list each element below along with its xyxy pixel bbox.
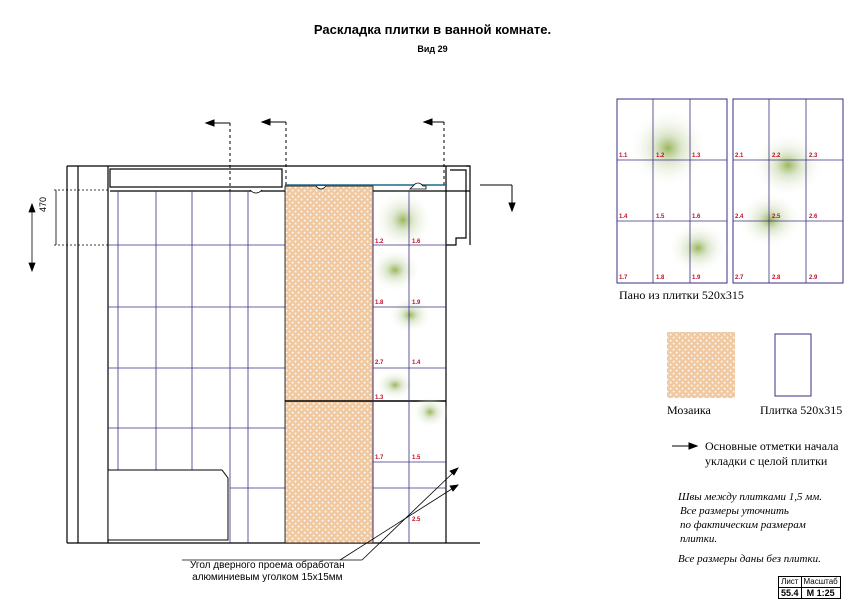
panel-right-label: 2.2 <box>772 153 781 159</box>
panel-left-label: 1.5 <box>656 214 665 220</box>
panel-right-label: 2.9 <box>809 275 818 281</box>
note-no-tile: Все размеры даны без плитки. <box>678 553 821 565</box>
note-seams: Швы между плитками 1,5 мм. <box>678 491 823 503</box>
door-note <box>190 560 345 584</box>
panel-left-label: 1.1 <box>619 153 628 159</box>
door-note-line2: алюминиевым уголком 15х15мм <box>192 572 343 583</box>
panel-left-label: 1.4 <box>619 214 628 220</box>
panel-right-label: 2.7 <box>735 275 744 281</box>
wall-tile-label: 2.5 <box>412 517 421 523</box>
note-actual: по фактическим размерам <box>680 519 806 531</box>
panel-right <box>733 99 843 283</box>
panel-left-label: 1.8 <box>656 275 665 281</box>
arrow-legend-line2: укладки с целой плитки <box>705 454 828 468</box>
panel-right-label: 2.5 <box>772 214 781 220</box>
view-label: Вид 29 <box>417 44 448 54</box>
panel-left-label: 1.6 <box>692 214 701 220</box>
tile-swatch <box>775 334 811 396</box>
stamp-sheet-label: Лист <box>779 577 802 588</box>
panel-right-label: 2.3 <box>809 153 818 159</box>
panel-left-label: 1.9 <box>692 275 701 281</box>
panel-right-label: 2.1 <box>735 153 744 159</box>
mosaic-legend-label: Мозаика <box>667 403 711 417</box>
stamp-scale: М 1:25 <box>801 588 840 599</box>
notes-block <box>678 490 822 566</box>
panel-caption: Пано из плитки 520х315 <box>619 288 744 302</box>
drawing-title: Раскладка плитки в ванной комнате. <box>313 22 552 37</box>
note-verify: Все размеры уточнить <box>680 505 789 517</box>
mosaic-swatch <box>667 332 735 398</box>
legend-arrow <box>672 443 697 449</box>
bath-outline <box>108 470 228 540</box>
wall-tile-label: 1.8 <box>375 300 384 306</box>
panel-right-label: 2.4 <box>735 214 744 220</box>
wall-tile-label: 1.5 <box>412 455 421 461</box>
panel-left-label: 1.2 <box>656 153 665 159</box>
panel-right-label: 2.8 <box>772 275 781 281</box>
mosaic-strip <box>285 186 373 543</box>
panel-left-label: 1.7 <box>619 275 628 281</box>
dimension-value: 470 <box>38 196 48 212</box>
stamp-sheet: 55.4 <box>779 588 802 599</box>
panel-right-label: 2.6 <box>809 214 818 220</box>
panel-left-label: 1.3 <box>692 153 701 159</box>
panel-left <box>617 99 728 283</box>
wall-tile-label: 1.4 <box>412 360 421 366</box>
tile-legend-label: Плитка 520х315 <box>760 403 843 417</box>
wall-tile-label: 2.7 <box>375 360 384 366</box>
arrow-legend-line1: Основные отметки начала <box>705 439 839 453</box>
stamp-scale-label: Масштаб <box>801 577 840 588</box>
wall-tile-label: 1.3 <box>375 395 384 401</box>
wall-tile-label: 1.9 <box>412 300 421 306</box>
wall-tile-label: 1.6 <box>412 239 421 245</box>
door-note-line1: Угол дверного проема обработан <box>190 560 345 571</box>
wall-tile-label: 1.7 <box>375 455 384 461</box>
flower-tile-area <box>369 190 448 428</box>
note-tiles: плитки. <box>680 533 718 545</box>
wall-tile-label: 1.2 <box>375 239 384 245</box>
title-stamp <box>778 576 841 599</box>
